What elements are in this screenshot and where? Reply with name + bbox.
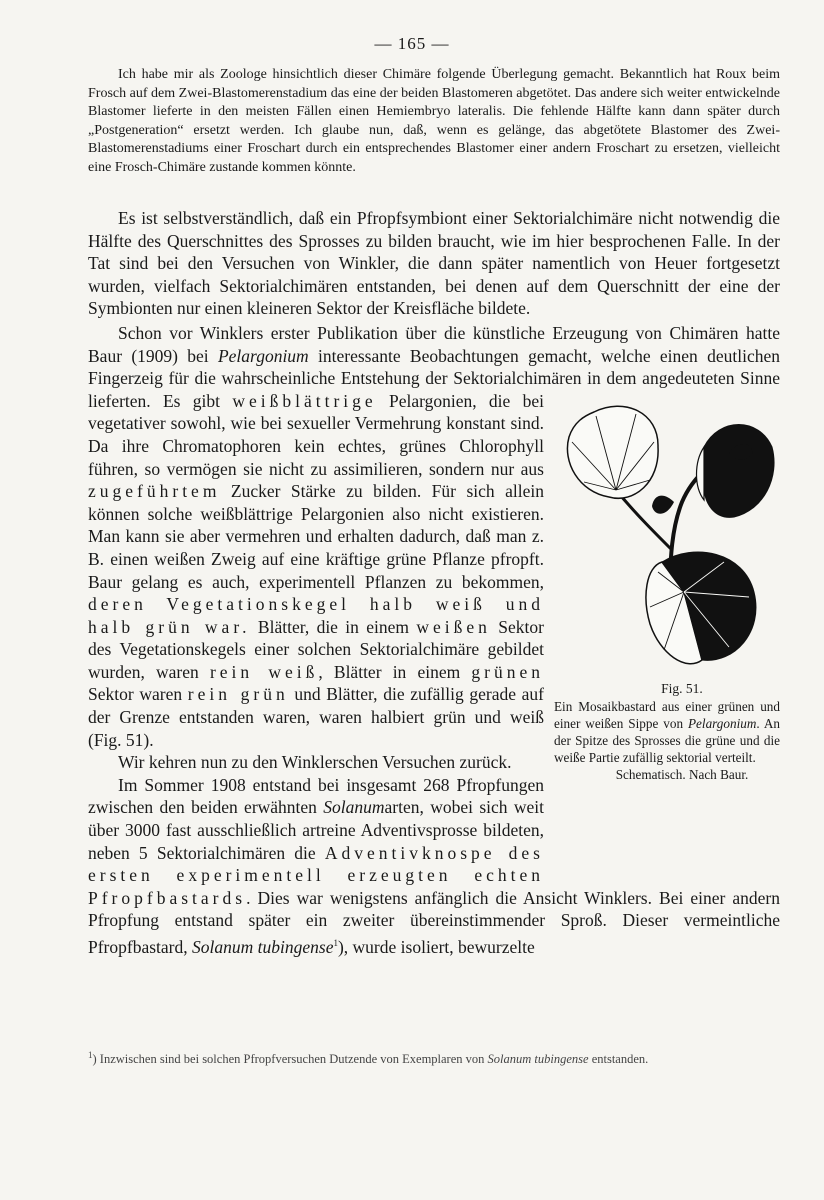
footnote: $^1$) Inzwischen sind bei solchen Pfropfversuchen Dutzende von Exemplaren von Solanum tubingense entstanden. xyxy=(88,1050,649,1067)
paragraph-baur: Schon vor Winklers erster Publikation über die künstliche Erzeugung von Chimären hatte Baur (1909) bei Pelargonium interessante Beobachtungen gemacht, welche einen deutlichen Fingerzeig für die wahrscheinliche Entstehung der Sektorialchimären in dem angedeuteten Sinne lieferten. Es gibt Fig. 51. Ein Mosaikbastard aus einer grünen und einer weißen Sippe von Pelargonium. An der Spitze des Sprosses die grüne und die weiße Partie zufällig sektorial verteilt. Schematisch. Nach Baur. weißblättrige Pelargonien, die bei vegetativer sowohl, wie bei sexueller Vermehrung konstant sind. Da ihre Chromatophoren kein echtes, grünes Chlorophyll führen, so vermögen sie nicht zu assimilieren, sondern nur aus zugeführtem Zucker Stärke zu bilden. Für sich allein können solche weißblättrige Pelargonien also nicht existieren. Man kann sie aber vermehren und erhalten dadurch, daß man z. B. einen weißen Zweig auf eine kräftige grüne Pflanze pfropft. Baur gelang es auch, experimentell Pflanzen zu bekommen, deren Vegetationskegel halb weiß und halb grün war. Blätter, die in einem weißen Sektor des Vegetationskegels einer solchen Sektorialchimäre gebildet wurden, waren rein weiß, Blätter in einem grünen Sektor waren rein grün und Blätter, die zufällig gerade auf der Grenze entstanden waren, waren halbiert grün und weiß (Fig. 51). xyxy=(88,322,780,751)
footnote-marker: 1 xyxy=(333,938,338,948)
paragraph-winkler-return: Wir kehren nun zu den Winklerschen Versuchen zurück. xyxy=(118,752,512,773)
page-number: — 165 — xyxy=(374,34,450,53)
main-text xyxy=(88,207,780,958)
figure-caption: Fig. 51. Ein Mosaikbastard aus einer grünen und einer weißen Sippe von Pelargonium. An der Spitze des Sprosses die grüne und die weiße Partie zufällig sektorial verteilt. Schematisch. Nach Baur. xyxy=(554,680,780,782)
figure-source: Schematisch. Nach Baur. xyxy=(615,766,749,782)
paragraph-zoologist-note xyxy=(88,66,780,177)
paragraph-sektorialchimaere: Es ist selbstverständlich, daß ein Pfropfsymbiont einer Sektorialchimäre nicht notwendig die Hälfte des Querschnittes des Sprosses zu bilden braucht, wie im hier besprochenen Falle. In der Tat sind bei den Versuchen von Winkler, die dann später namentlich von Heuer fortgesetzt wurden, vielfach Sektorialchimären entstanden, bei denen auf dem Querschnitt der eine der Symbionten nur einen kleineren Sektor der Kreisfläche bildete. xyxy=(88,208,780,319)
figure-51 xyxy=(554,392,780,864)
figure-label: Fig. 51. xyxy=(661,680,703,696)
paragraph-text: Ich habe mir als Zoologe hinsichtlich dieser Chimäre folgende Überlegung gemacht. Bekanntlich hat Roux beim Frosch auf dem Zwei-Blastomerenstadium das eine der beiden Blastomeren abgetötet. Das andere sich weiter entwickelnde Blastomer lieferte in den meisten Fällen einen Hemiembryo lateralis. Die fehlende Hälfte kann dann später durch „Postgeneration“ ersetzt werden. Ich glaube nun, daß, wenn es gelänge, das abgetötete Blastomer des Zwei-Blastomerenstadiums einer Froschart durch ein entsprechendes Blastomer einer andern Froschart zu ersetzen, vielleicht eine Frosch-Chimäre zustande kommen könnte. xyxy=(88,67,780,175)
pelargonium-illustration xyxy=(554,392,780,682)
paragraph-solanum: Im Sommer 1908 entstand bei insgesamt 268 Pfropfungen zwischen den beiden erwähnten Solanumarten, wobei sich weit über 3000 fast ausschließlich artreine Adventivsprosse bildeten, neben 5 Sektorialchimären die Adventivknospe des ersten experimentell erzeugten echten Pfropfbastards. Dies war wenigstens anfänglich die Ansicht Winklers. Bei einer andern Pfropfung entstand später ein zweiter übereinstimmender Sproß. Dieser vermeintliche Pfropfbastard, Solanum tubingense$^1$), wurde isoliert, bewurzelte xyxy=(88,774,780,957)
